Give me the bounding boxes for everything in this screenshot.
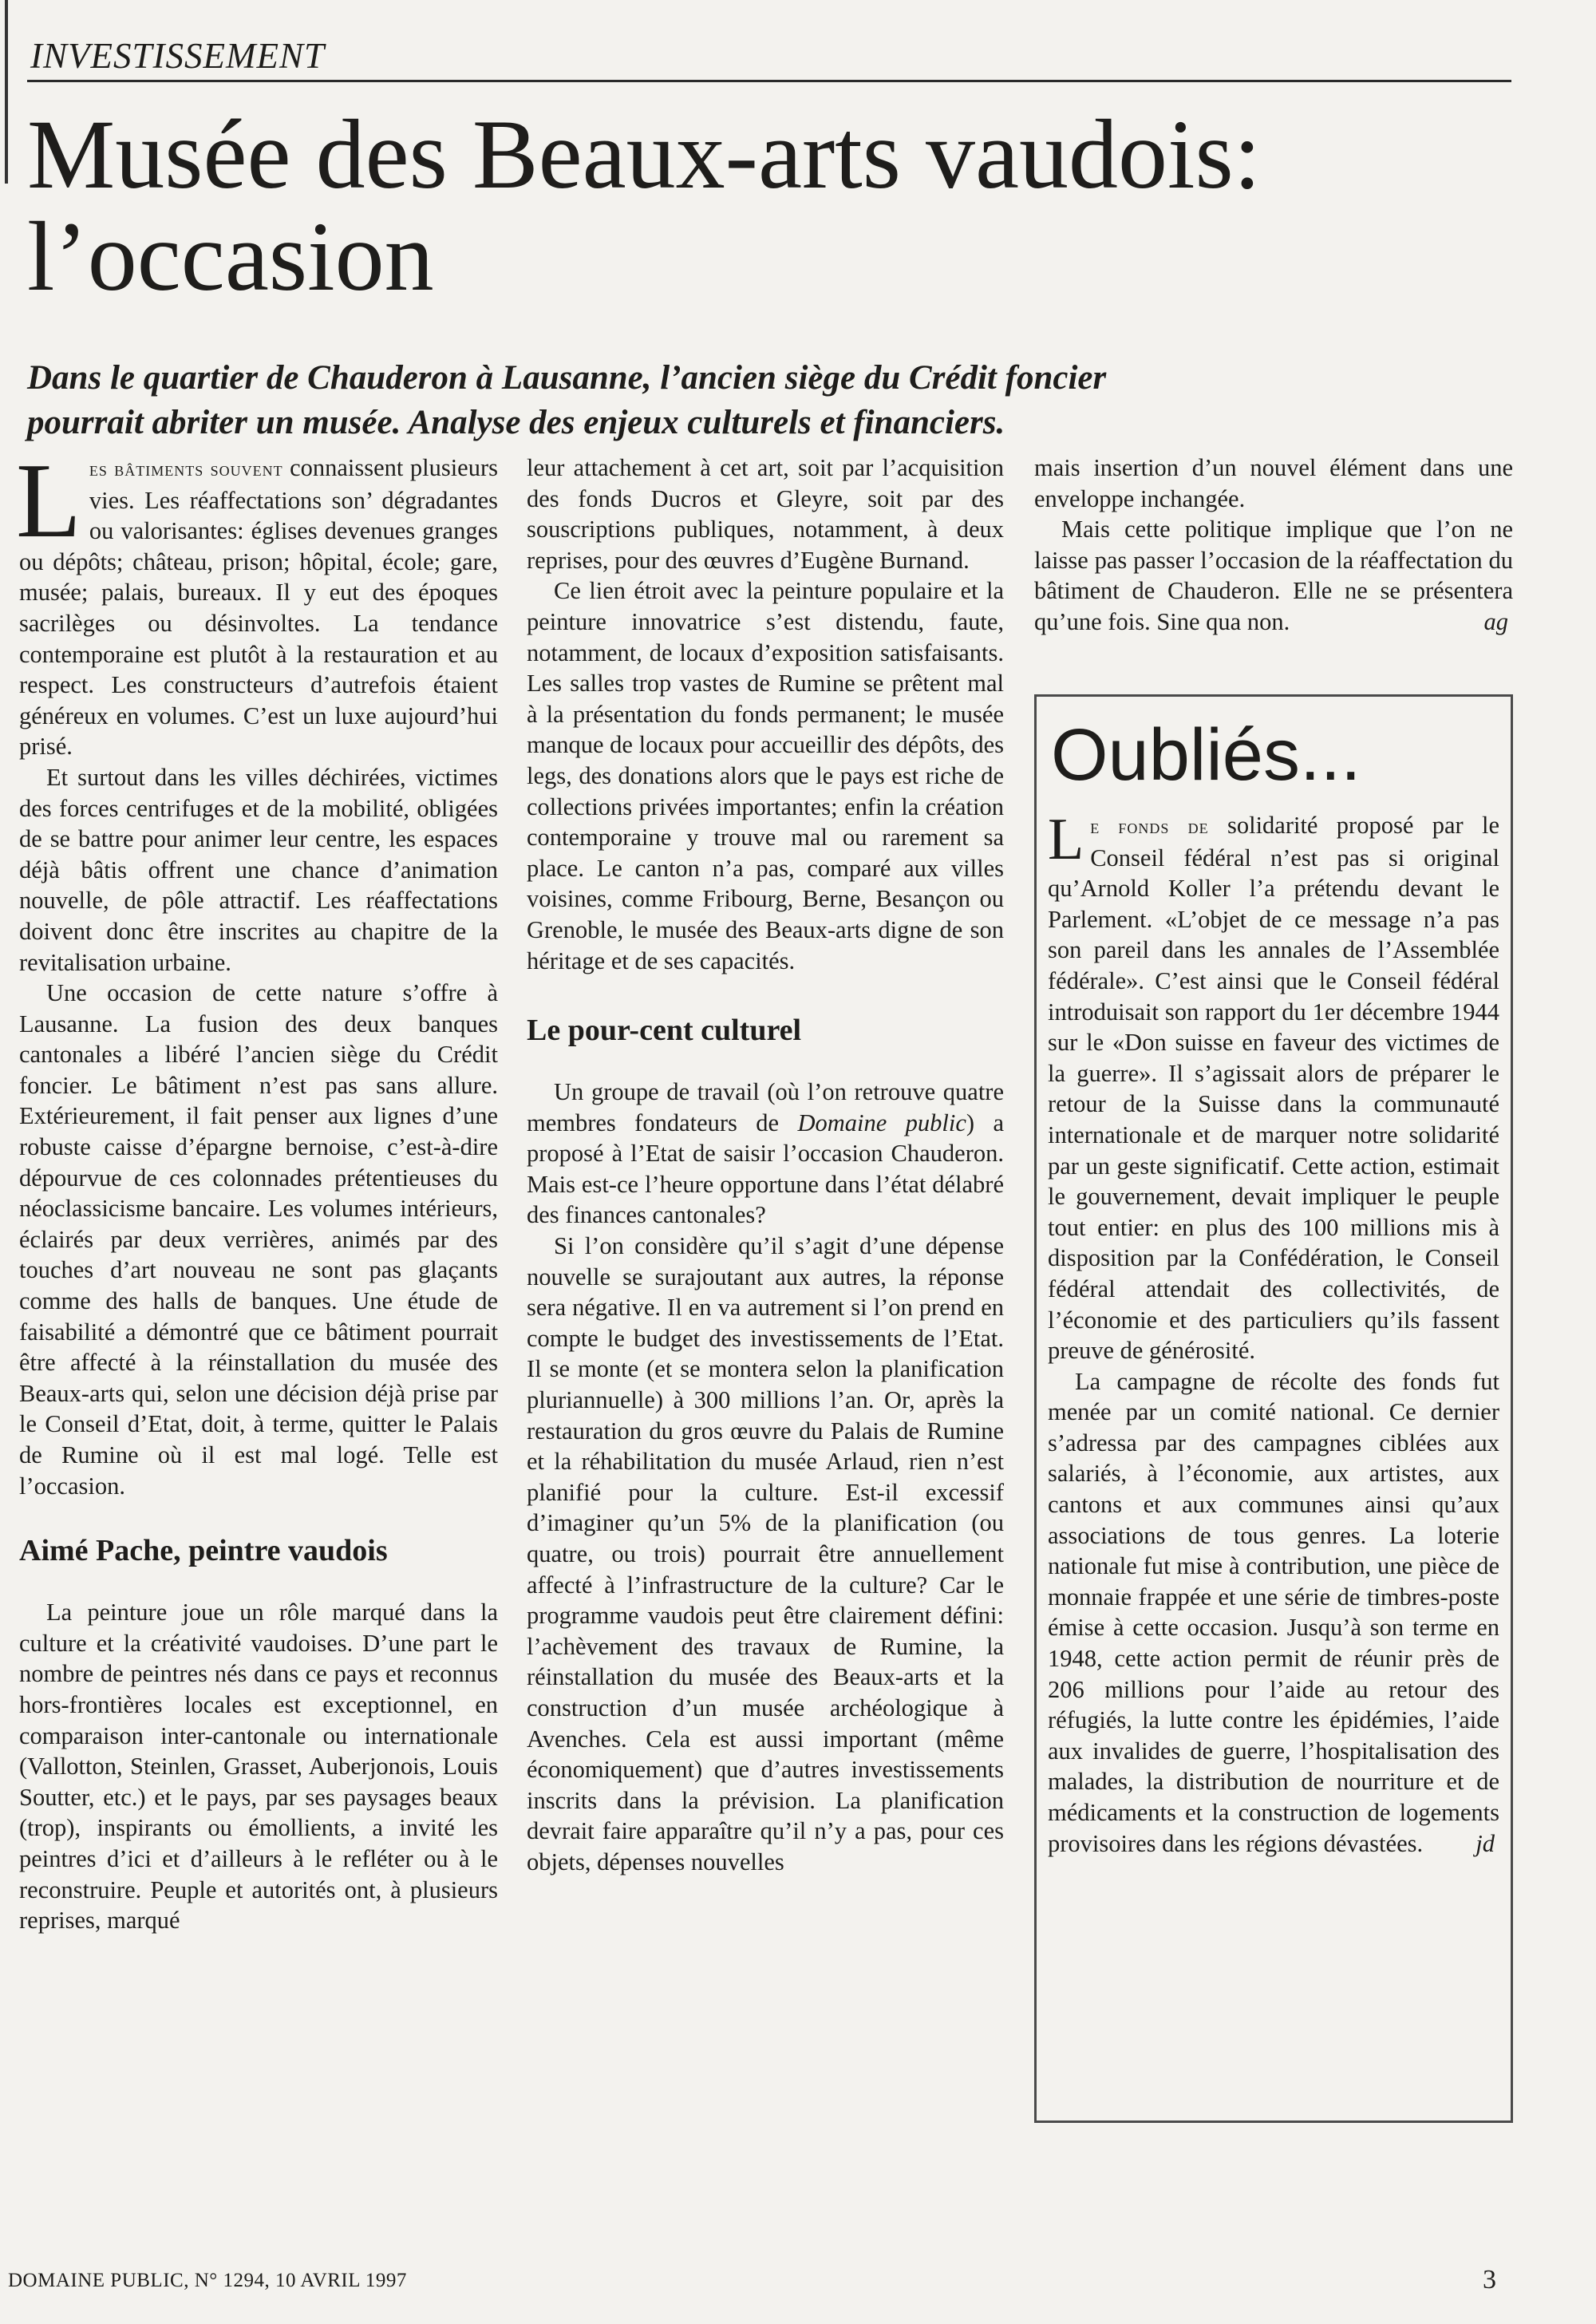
sidebar-box xyxy=(1034,694,1513,2123)
article-column-2 xyxy=(527,453,1004,1878)
publication-title: Domaine public xyxy=(797,1109,966,1136)
rubric-divider xyxy=(27,80,1511,82)
paragraph-text: Mais cette politique implique que l’on ne laisse pas passer l’occasion de la réaffectation du bâtiment de Chauderon. Elle ne se présentera qu’une fois. Sine qua non. xyxy=(1034,516,1513,635)
subheading: Aimé Pache, peintre vaudois xyxy=(19,1534,388,1568)
article-paragraph: Et surtout dans les villes déchirées, victimes des forces centrifuges et de la mobilité, obligées de se battre pour animer leur centre, les espaces déjà bâtis offrent une chance d’animation nouvelle, de pôle attractif. Les réaffectations doivent donc être inscrites au chapitre de la revitalisation urbaine. xyxy=(19,763,498,976)
lead-line-2: pourrait abriter un musée. Analyse des enjeux culturels et financiers. xyxy=(27,404,1005,441)
subheading: Le pour-cent culturel xyxy=(527,1014,802,1048)
headline-line-2: l’occasion xyxy=(27,202,434,311)
author-signature: jd xyxy=(1476,1829,1495,1857)
article-paragraph xyxy=(1034,514,1513,637)
paragraph-text: connaissent plusieurs vies. Les réaffectations son’ dégradantes ou valorisantes: églises devenues granges ou dépôts; château, prison; hôpital, école; gare, musée; palais, bureaux. Il y eut des époques sacrilèges ou désinvoltes. La tendance contemporaine est plutôt à la restauration et au respect. Les constructeurs d’autrefois étaient généreux en volumes. C’est un luxe aujourd’hui prisé. xyxy=(19,454,498,761)
drop-cap: L xyxy=(16,441,81,559)
margin-rule xyxy=(5,0,8,184)
lead-line-1: Dans le quartier de Chauderon à Lausanne, l’ancien siège du Crédit foncier xyxy=(27,359,1107,397)
section-rubric: INVESTISSEMENT xyxy=(30,36,325,76)
publication-footer: DOMAINE PUBLIC, N° 1294, 10 AVRIL 1997 xyxy=(8,2270,407,2291)
article-paragraph: mais insertion d’un nouvel élément dans une enveloppe inchangée. xyxy=(1034,454,1513,512)
article-lead xyxy=(27,356,1527,445)
sidebar-title: Oubliés... xyxy=(1051,714,1361,796)
paragraph-text: La campagne de récolte des fonds fut menée par un comité national. Ce dernier s’adressa par des campagnes ciblées aux salariés, à l’économie, aux artistes, aux cantons et aux communes ainsi qu’aux associations de tous genres. La loterie nationale fut mise à contribution, une pièce de monnaie frappée et une série de timbres-poste émise à cette occasion. Jusqu’à son terme en 1948, cette action permit de réunir près de 206 millions pour l’aide au retour des réfugiés, la lutte contre les épidémies, l’aide aux invalides de guerre, l’hospitalisation des malades, la distribution de nourriture et de médicaments et la construction de logements provisoires dans les régions dévastées. xyxy=(1048,1367,1499,1857)
paragraph-text: Un groupe de travail (où l’on retrouve quatre membres fondateurs de xyxy=(527,1078,1004,1136)
author-signature: ag xyxy=(1483,607,1508,635)
article-paragraph: Ce lien étroit avec la peinture populaire et la peinture innovatrice s’est distendu, faute, notamment, de locaux d’exposition satisfaisants. Les salles trop vastes de Rumine se prêtent mal à la présentation du fonds permanent; le musée manque de locaux pour accueillir des dépôts, des legs, des donations alors que le pays est riche de collections privées importantes; enfin la création contemporaine y trouve mal ou rarement sa place. Le canton n’a pas, comparé aux villes voisines, comme Fribourg, Berne, Besançon ou Grenoble, le musée des Beaux-arts digne de son héritage et de ses capacités. xyxy=(527,577,1004,974)
article-paragraph: Une occasion de cette nature s’offre à Lausanne. La fusion des deux banques cantonales a libéré l’ancien siège du Crédit foncier. Le bâtiment n’est pas sans allure. Extérieurement, il fait penser aux lignes d’une robuste caisse d’épargne bernoise, c’est-à-dire dépourvue de ces colonnades prétentieuses du néoclassicisme bancaire. Les volumes intérieurs, éclairés par deux verrières, animés par des touches d’art nouveau ne sont pas glaçants comme des halls de banques. Une étude de faisabilité a démontré que ce bâtiment pourrait être affecté à la réinstallation du musée des Beaux-arts qui, selon une décision déjà prise par le Conseil d’Etat, doit, à terme, quitter le Palais de Rumine où il est mal logé. Telle est l’occasion. xyxy=(19,979,498,1500)
article-paragraph: La peinture joue un rôle marqué dans la culture et la créativité vaudoises. D’une part le nombre de peintres nés dans ce pays et reconnus hors-frontières locales est exceptionnel, en comparaison inter-cantonale ou internationale (Vallotton, Steinlen, Grasset, Auberjonois, Louis Soutter, etc.) et le pays, par ses paysages beaux (trop), inspirants ou émollients, a invité les peintres d’ici et d’ailleurs à le refléter ou à le reconstruire. Peuple et autorités ont, à plusieurs reprises, marqué xyxy=(19,1599,498,1935)
article-column-3 xyxy=(1034,453,1513,638)
sidebar-paragraph xyxy=(1048,807,1499,1366)
drop-cap: L xyxy=(1048,807,1084,872)
headline-line-1: Musée des Beaux-arts vaudois: xyxy=(27,100,1262,209)
paragraph-text: ) a proposé à l’Etat de saisir l’occasion Chauderon. Mais est-ce l’heure opportune dans l’état délabré des finances cantonales? xyxy=(527,1109,1004,1229)
article-column-1 xyxy=(16,441,498,1936)
sidebar-body xyxy=(1048,807,1499,1859)
page-number: 3 xyxy=(1483,2265,1496,2294)
article-paragraph xyxy=(527,1077,1004,1231)
article-paragraph: Si l’on considère qu’il s’agit d’une dépense nouvelle se surajoutant aux autres, la réponse sera négative. Il en va autrement si l’on prend en compte le budget des investissements de l’Etat. Il se monte (et se montera selon la planification pluriannuelle) à 300 millions l’an. Or, après la restauration du gros œuvre du Palais de Rumine et la réhabilitation du musée Arlaud, rien n’est planifié pour la culture. Est-il excessif d’imaginer qu’un 5% de la planification (ou quatre, ou trois) pourrait être annuellement affecté à l’infrastructure de la culture? Car le programme vaudois peut être clairement défini: l’achèvement des travaux de Rumine, la réinstallation du musée des Beaux-arts et la construction d’un musée archéologique à Avenches. Cela est aussi important (même économiquement) que d’autres investissements inscrits dans la prévision. La planification devrait faire apparaître qu’il n’y a pas, pour ces objets, dépenses nouvelles xyxy=(527,1232,1004,1875)
opening-small-caps: es bâtiments souvent xyxy=(89,457,283,480)
article-paragraph: leur attachement à cet art, soit par l’acquisition des fonds Ducros et Gleyre, soit par des souscriptions publiques, notamment, à deux reprises, pour des œuvres d’Eugène Burnand. xyxy=(527,454,1004,574)
article-headline xyxy=(27,100,1511,311)
paragraph-text: solidarité proposé par le Conseil fédéral n’est pas si original qu’Arnold Koller l’a prétendu devant le Parlement. «L’objet de ce message n’a pas son pareil dans les annales de l’Assemblée fédérale». C’est ainsi que le Conseil fédéral introduisait son rapport du 1er décembre 1944 sur le «Don suisse en faveur des victimes de la guerre». Il s’agissait alors de préparer le retour de la Suisse dans la communauté internationale et de marquer notre solidarité par un geste significatif. Cette action, estimait le gouvernement, devait impliquer le peuple tout entier: en plus des 100 millions mis à disposition par la Confédération, le Conseil fédéral attendait des collectivités, de l’économie et des particuliers qu’ils fassent preuve de générosité. xyxy=(1048,812,1499,1365)
opening-small-caps: e fonds de xyxy=(1090,815,1209,838)
sidebar-paragraph xyxy=(1048,1366,1499,1860)
article-paragraph xyxy=(16,441,498,762)
